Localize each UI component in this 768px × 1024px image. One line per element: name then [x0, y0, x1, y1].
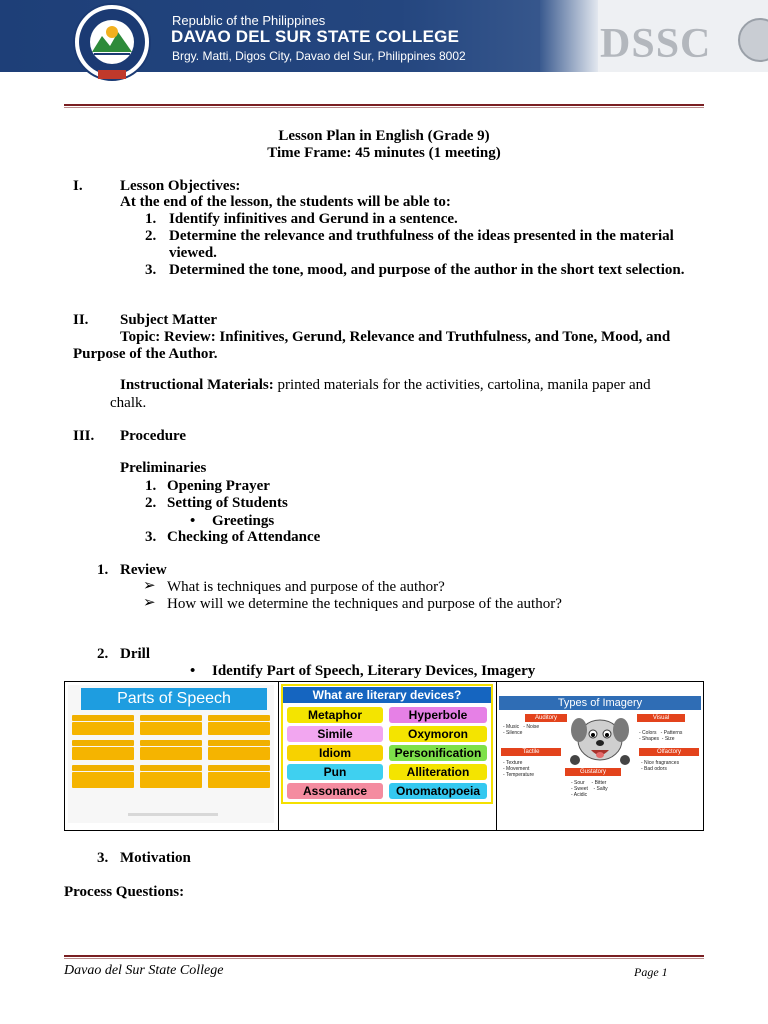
- letterhead: [0, 0, 768, 84]
- pos-card-header: [72, 765, 134, 771]
- strip-divider: [496, 682, 497, 830]
- literary-device-item: Idiom: [287, 745, 383, 761]
- pos-card-header: [208, 765, 270, 771]
- section-2-number: II.: [73, 312, 89, 328]
- preliminary-item: Setting of Students: [167, 495, 288, 511]
- arrow-bullet-icon: ➢: [143, 595, 156, 611]
- imagery-box-auditory: Auditory: [525, 714, 567, 722]
- imagery-notes: - Texture - Movement - Temperature: [503, 760, 535, 778]
- pos-card: [140, 747, 202, 760]
- motivation-heading: Motivation: [120, 850, 191, 866]
- literary-devices-title: What are literary devices?: [283, 687, 491, 703]
- process-questions-heading: Process Questions:: [64, 884, 185, 900]
- literary-device-item: Simile: [287, 726, 383, 742]
- section-2-heading: Subject Matter: [120, 312, 218, 328]
- section-3-number: III.: [73, 428, 95, 444]
- arrow-bullet-icon: ➢: [143, 578, 156, 594]
- drill-heading: Drill: [120, 646, 150, 662]
- pos-card: [208, 722, 270, 735]
- objective-text: Determine the relevance and truthfulness of the ideas presented in the material: [169, 228, 674, 244]
- objective-text: Determined the tone, mood, and purpose of the author in the short text selection.: [169, 262, 685, 278]
- footer-page-number: Page 1: [634, 965, 668, 979]
- pos-card-header: [140, 740, 202, 746]
- lesson-plan-title: Lesson Plan in English (Grade 9): [278, 128, 490, 144]
- pos-card: [140, 772, 202, 788]
- review-question: How will we determine the techniques and purpose of the author?: [167, 596, 562, 612]
- header-divider: [64, 104, 704, 108]
- pos-card-header: [208, 715, 270, 721]
- pos-card: [72, 747, 134, 760]
- preliminary-number: 2.: [145, 495, 157, 511]
- header-college-name: DAVAO DEL SUR STATE COLLEGE: [171, 27, 460, 46]
- preliminary-number: 1.: [145, 478, 157, 494]
- imagery-box-tactile: Tactile: [501, 748, 561, 756]
- objective-number: 2.: [145, 228, 157, 244]
- topic-line-continued: Purpose of the Author.: [73, 346, 218, 362]
- preliminary-item: Opening Prayer: [167, 478, 270, 494]
- drill-number: 2.: [97, 646, 109, 662]
- imagery-notes: - Sour - Bitter - Sweet - Salty - Acidic: [571, 780, 608, 798]
- pos-card: [208, 747, 270, 760]
- preliminary-item: Checking of Attendance: [167, 529, 321, 545]
- pos-footer-url: [128, 813, 218, 816]
- pos-card-header: [72, 715, 134, 721]
- types-of-imagery-image: [499, 684, 701, 804]
- literary-device-item: Pun: [287, 764, 383, 780]
- objective-number: 3.: [145, 262, 157, 278]
- pos-card-header: [208, 740, 270, 746]
- parts-of-speech-title: Parts of Speech: [81, 688, 267, 710]
- review-heading: Review: [120, 562, 167, 578]
- literary-device-item: Hyperbole: [389, 707, 487, 723]
- literary-device-item: Assonance: [287, 783, 383, 799]
- preliminaries-heading: Preliminaries: [120, 460, 207, 476]
- pos-card-header: [140, 765, 202, 771]
- section-1-number: I.: [73, 178, 83, 194]
- imagery-box-visual: Visual: [637, 714, 685, 722]
- footer-college: Davao del Sur State College: [64, 963, 224, 978]
- pos-card-header: [140, 715, 202, 721]
- literary-device-item: Personification: [389, 745, 487, 761]
- pos-card: [72, 722, 134, 735]
- review-number: 1.: [97, 562, 109, 578]
- objective-text-continued: viewed.: [169, 245, 217, 261]
- objectives-intro: At the end of the lesson, the students will be able to:: [120, 194, 451, 210]
- topic-line: Topic: Review: Infinitives, Gerund, Relevance and Truthfulness, and Tone, Mood, and: [120, 329, 671, 345]
- imagery-notes: - Nice fragrances - Bad odors: [641, 760, 680, 772]
- literary-device-item: Oxymoron: [389, 726, 487, 742]
- preliminary-sub-item: Greetings: [212, 513, 275, 529]
- pos-card: [140, 722, 202, 735]
- cartoon-dog-icon: [567, 712, 633, 768]
- literary-device-item: Onomatopoeia: [389, 783, 487, 799]
- college-acronym-watermark: DSSC: [600, 21, 712, 67]
- literary-device-item: Alliteration: [389, 764, 487, 780]
- materials-text-continued: chalk.: [110, 395, 147, 411]
- materials-label: Instructional Materials:: [120, 377, 274, 393]
- college-seal-icon: [58, 2, 166, 82]
- objective-number: 1.: [145, 211, 157, 227]
- imagery-notes: - Colors - Patterns - Shapes - Size: [639, 730, 683, 742]
- drill-image-strip: [64, 681, 704, 831]
- strip-divider: [278, 682, 279, 830]
- preliminary-number: 3.: [145, 529, 157, 545]
- header-address: Brgy. Matti, Digos City, Davao del Sur, Philippines 8002: [172, 49, 466, 63]
- literary-device-item: Metaphor: [287, 707, 383, 723]
- materials-text: printed materials for the activities, cartolina, manila paper and: [273, 377, 651, 393]
- section-1-heading: Lesson Objectives:: [120, 178, 241, 194]
- objective-text: Identify infinitives and Gerund in a sentence.: [169, 211, 458, 227]
- imagery-notes: - Music - Noise - Silence: [503, 724, 540, 736]
- motivation-number: 3.: [97, 850, 109, 866]
- pos-card: [72, 772, 134, 788]
- letterhead-band-fade: [540, 0, 600, 72]
- pos-card-header: [72, 740, 134, 746]
- section-3-heading: Procedure: [120, 428, 187, 444]
- bullet-icon: •: [190, 513, 196, 529]
- review-question: What is techniques and purpose of the author?: [167, 579, 445, 595]
- pos-card: [208, 772, 270, 788]
- header-republic: Republic of the Philippines: [172, 13, 326, 28]
- bullet-icon: •: [190, 663, 196, 679]
- literary-devices-image: [281, 684, 493, 804]
- parts-of-speech-image: [68, 685, 274, 823]
- instructional-materials: [120, 377, 651, 394]
- imagery-title: Types of Imagery: [499, 696, 701, 710]
- footer-divider: [64, 955, 704, 959]
- drill-instruction: Identify Part of Speech, Literary Devices, Imagery: [212, 663, 536, 679]
- imagery-box-olfactory: Olfactory: [639, 748, 699, 756]
- imagery-box-gustatory: Gustatory: [565, 768, 621, 776]
- time-frame: Time Frame: 45 minutes (1 meeting): [267, 145, 501, 161]
